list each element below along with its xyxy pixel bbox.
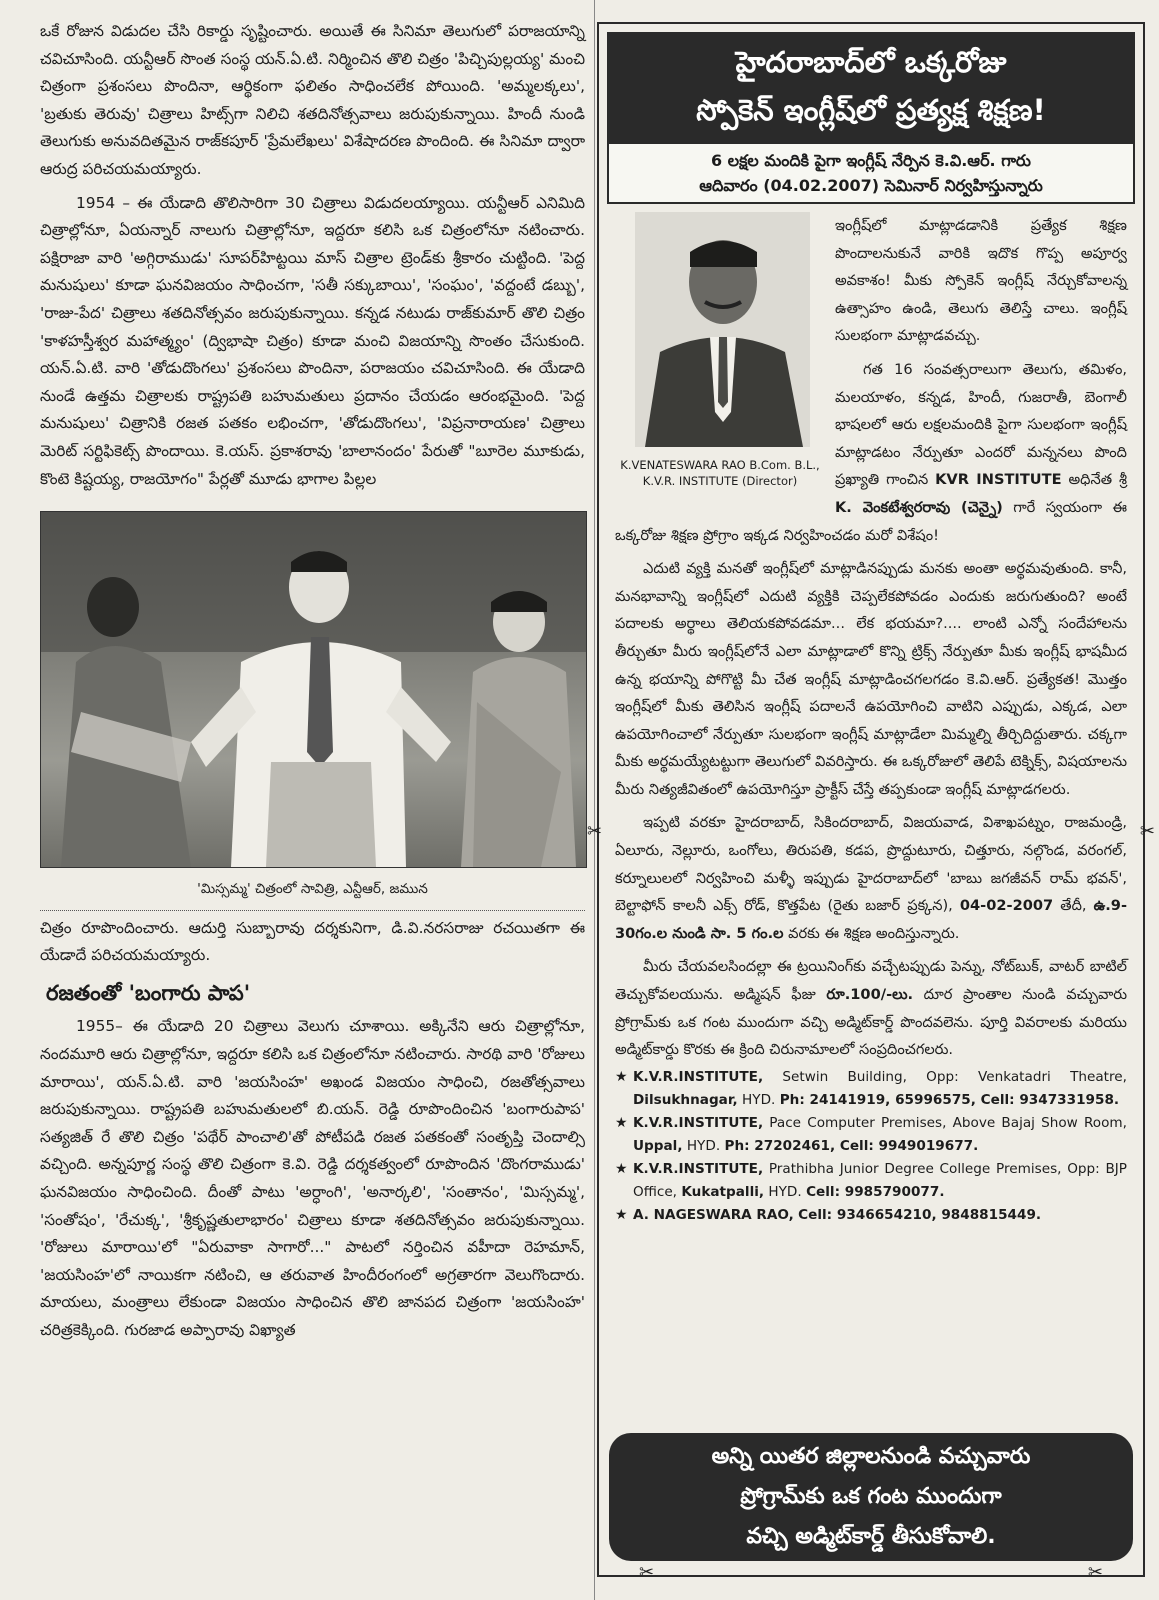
ad-title <box>607 32 1135 144</box>
address-item <box>615 1112 1127 1158</box>
ad-subtitle-line: ఆదివారం (04.02.2007) సెమినార్ నిర్వహిస్తున్నారు <box>699 176 1043 195</box>
section-heading: రజతంతో 'బంగారు పాప' <box>46 980 251 1005</box>
address-list <box>615 1066 1127 1227</box>
article-paragraph: 1954 – ఈ యేడాది తొలిసారిగా 30 చిత్రాలు విడుదలయ్యాయి. యన్టీఆర్ ఎనిమిది చిత్రాల్లోనూ, ఏయన్నార్ నాలుగు చిత్రాల్లోనూ, ఇద్దరూ కలిసి ఒక చిత్రంలోనూ నటించారు. పక్షిరాజా వారి 'అగ్గిరాముడు' సూపర్‌హిట్టయి మాస్ చిత్రాల ట్రెండ్‌కు శ్రీకారం చుట్టింది. 'పెద్ద మనుషులు' కూడా ఘనవిజయం సాధించగా, 'సతీ సక్కుబాయి', 'సంఘం', 'వద్దంటే డబ్బు', 'రాజు-పేద' చిత్రాలు శతదినోత్సవం జరుపుకున్నాయి. కన్నడ నటుడు రాజ్‌కుమార్ తొలి చిత్రం 'కాళహస్తీశ్వర మహాత్మ్యం' (ద్విభాషా చిత్రం) కూడా మంచి విజయాన్ని సొంతం చేసుకుంది. యన్.ఏ.టి. వారి 'తోడుదొంగలు' ప్రశంసలు పొందినా, పరాజయం చవిచూసింది. ఈ యేడాది నుండే ఉత్తమ చిత్రాలకు రాష్ట్రపతి బహుమతులు ప్రదానం చేయడం ఆరంభమైంది. 'పెద్ద మనుషులు' చిత్రానికి రజత పతకం లభించగా, 'తోడుదొంగలు', 'విప్రనారాయణ' చిత్రాలు మెరిట్ సర్టిఫికెట్స్ పొందాయి. కె.యస్. ప్రకాశరావు 'బాలానందం' పేరుతో "బూరెల మూకుడు, కొంటె కిష్టయ్య, రాజయోగం" పేర్లతో మూడు భాగాల పిల్లల <box>40 193 585 488</box>
article-paragraph: ఒకే రోజున విడుదల చేసి రికార్డు సృష్టించారు. అయితే ఈ సినిమా తెలుగులో పరాజయాన్ని చవిచూసింది. యన్టీఆర్ సొంత సంస్థ యన్.ఏ.టి. నిర్మించిన తొలి చిత్రం 'పిచ్చిపుల్లయ్య' మంచి చిత్రంగా ప్రశంసలు పొందినా, ఆర్థికంగా ఫలితం సాధించలేక పోయింది. 'అమ్మలక్కలు', 'బ్రతుకు తెరువు' చిత్రాలు హిట్స్‌గా నిలిచి శతదినోత్సవాలు జరుపుకున్నాయి. హిందీ నుండి తెలుగుకు అనువదితమైన రాజ్‌కపూర్ 'ప్రేమలేఖలు' విశేషాదరణ పొందింది. ఈ సినిమా ద్వారా ఆరుద్ర పరిచయమయ్యారు. <box>40 22 585 178</box>
scissors-icon: ✂ <box>587 821 603 842</box>
director-portrait <box>615 212 825 512</box>
star-icon: ★ <box>615 1114 628 1131</box>
film-still-photo <box>40 511 587 868</box>
caption-divider <box>40 910 585 911</box>
ad-title-line: స్పోకెన్ ఇంగ్లీష్‌లో ప్రత్యక్ష శిక్షణ! <box>696 93 1046 127</box>
ad-text: దూర ప్రాంతాల నుండి వచ్చువారు ప్రోగ్రామ్‌కు ఒక గంట ముందుగా వచ్చి అడ్మిట్‌కార్డ్ పొందవలెను. పూర్తి వివరాలకు మరియు అడ్మిట్‌కార్డు కొరకు ఈ క్రింది చిరునామాలలో సంప్రదించగలరు. <box>615 986 1128 1059</box>
article-paragraph: 1955– ఈ యేడాది 20 చిత్రాలు వెలుగు చూశాయి. అక్కినేని ఆరు చిత్రాల్లోనూ, నందమూరి ఆరు చిత్రాల్లోనూ, ఇద్దరూ కలిసి ఒక చిత్రంలోనూ నటించారు. సారథి వారి 'రోజులు మారాయి', యన్.ఏ.టి. వారి 'జయసింహ' అఖండ విజయం సాధించి, రజతోత్సవాలు జరుపుకున్నాయి. రాష్ట్రపతి బహుమతులలో బి.యన్. రెడ్డి రూపొందించిన 'బంగారుపాప' సత్యజిత్ రే తొలి చిత్రం 'పథేర్ పాంచాలి'తో పోటీపడి రజత పతకంతో సంతృప్తి చెందాల్సి వచ్చింది. అన్నపూర్ణ సంస్థ తొలి చిత్రంగా కె.వి. రెడ్డి దర్శకత్వంలో రూపొందిన 'దొంగరాముడు' ఘనవిజయం సాధించింది. దీంతో పాటు 'అర్ధాంగి', 'అనార్కలి', 'సంతానం', 'మిస్సమ్మ', 'సంతోషం', 'రేచుక్క', 'శ్రీకృష్ణతులాభారం' చిత్రాలు కూడా శతదినోత్సవం జరుపుకున్నాయి. 'రోజులు మారాయి'లో "ఏరువాకా సాగారో..." పాటలో నర్తించిన వహీదా రెహమాన్, 'జయసింహ'లో నాయికగా నటించి, ఆ తరువాత హిందీరంగంలో అగ్రతారగా వెలుగొందారు. మాయలు, మంత్రాలు లేకుండా విజయం సాధించిన తొలి జానపద చిత్రంగా 'జయసింహ' చరిత్రకెక్కింది. గురజాడ అప్పారావు విఖ్యాత <box>40 1017 585 1339</box>
star-icon: ★ <box>615 1068 628 1085</box>
ad-subtitle-line: 6 లక్షల మందికి పైగా ఇంగ్లీష్ నేర్పిన కె.వి.ఆర్. గారు <box>711 151 1031 170</box>
address-city: HYD. <box>686 1137 721 1154</box>
director-name: K. వెంకటేశ్వరరావు (చెన్నై) <box>835 498 1003 516</box>
portrait-caption-title: K.V.R. INSTITUTE (Director) <box>642 474 798 488</box>
address-area: Uppal, <box>633 1137 683 1154</box>
address-item <box>615 1158 1127 1204</box>
address-name: A. NAGESWARA RAO, <box>633 1206 794 1223</box>
address-text: Setwin Building, Opp: Venkatadri Theatre, <box>782 1068 1127 1085</box>
ad-text: మీరు చేయవలసిందల్లా ఈ ట్రయినింగ్‌కు వచ్చేటప్పుడు పెన్ను, నోట్‌బుక్, వాటర్ బాటిల్ తెచ్చుకోవలయును. అడ్మిషన్ ఫీజు <box>615 958 1127 1004</box>
address-name: K.V.R.INSTITUTE, <box>633 1114 764 1131</box>
ad-paragraph <box>615 953 1127 1063</box>
article-column <box>40 18 585 1345</box>
ad-text: అధినేత శ్రీ <box>1068 471 1127 489</box>
ad-paragraph <box>615 809 1127 947</box>
ad-text: తేదీ, <box>1060 897 1087 915</box>
address-item <box>615 1204 1127 1227</box>
address-name: K.V.R.INSTITUTE, <box>633 1160 764 1177</box>
event-time: ఉ.9-30గం.ల నుండి సా. 5 గం.ల <box>615 897 1128 942</box>
address-phone: Cell: 9346654210, 9848815449. <box>798 1206 1042 1223</box>
address-phone: Cell: 9985790077. <box>806 1183 945 1200</box>
column-separator <box>594 0 595 1600</box>
institute-name: KVR INSTITUTE <box>935 471 1062 489</box>
scissors-icon: ✂ <box>639 1562 655 1583</box>
ad-intro: ఇంగ్లీష్‌లో మాట్లాడడానికి ప్రత్యేక శిక్షణ పొందాలనుకునే వారికి ఇదొక గొప్ప అపూర్వ అవకాశం! మీకు స్పోకెన్ ఇంగ్లీష్ నేర్చుకోవాలన్న ఉత్సాహం ఉండి, తెలుగు తెలిస్తే చాలు. ఇంగ్లీష్ సులభంగా మాట్లాడవచ్చు. <box>835 217 1127 345</box>
closing-banner <box>609 1433 1133 1561</box>
address-phone: Ph: 27202461, Cell: 9949019677. <box>724 1137 979 1154</box>
ad-text: వరకు ఈ శిక్షణ అందిస్తున్నారు. <box>788 924 960 942</box>
address-city: HYD. <box>742 1091 776 1108</box>
closing-line: ప్రోగ్రామ్‌కు ఒక గంట ముందుగా <box>740 1484 1002 1509</box>
closing-line: వచ్చి అడ్మిట్‌కార్డ్ తీసుకోవాలి. <box>746 1524 996 1549</box>
ad-text: ఇప్పటి వరకూ హైదరాబాద్, సికిందరాబాద్, విజయవాడ, విశాఖపట్నం, రాజమండ్రి, ఏలూరు, నెల్లూరు, ఒంగోలు, తిరుపతి, కడప, ప్రొద్దుటూరు, చిత్తూరు, నల్గొండ, వరంగల్, కర్నూలులలో నిర్వహించి మళ్ళీ ఇప్పుడు హైదరాబాద్‌లో 'బాబు జగజీవన్ రామ్ భవన్', బెల్టాఫోన్ కాలనీ ఎక్స్ రోడ్, కొత్తపేట (రైతు బజార్ ప్రక్కన), <box>615 814 1127 915</box>
address-area: Dilsukhnagar, <box>633 1091 738 1108</box>
scissors-icon: ✂ <box>1139 821 1155 842</box>
star-icon: ★ <box>615 1160 628 1177</box>
closing-line: అన్ని యితర జిల్లాలనుండి వచ్చువారు <box>711 1444 1031 1469</box>
address-text: Pace Computer Premises, Above Bajaj Show Room, <box>769 1114 1127 1131</box>
address-item <box>615 1066 1127 1112</box>
ad-text: గారే స్వయంగా ఈ ఒక్కరోజు శిక్షణ ప్రోగ్రాం ఇక్కడ నిర్వహించడం మరో విశేషం! <box>615 498 1128 544</box>
address-phone: Ph: 24141919, 65996575, Cell: 9347331958. <box>779 1091 1120 1108</box>
address-text: Prathibha Junior Degree College Premises, Opp: BJP Office, <box>633 1160 1127 1200</box>
address-name: K.V.R.INSTITUTE, <box>633 1068 764 1085</box>
advertisement <box>587 22 1155 1583</box>
star-icon: ★ <box>615 1206 628 1223</box>
address-area: Kukatpalli, <box>681 1183 765 1200</box>
ad-title-line: హైదరాబాద్‌లో ఒక్కరోజు <box>735 45 1007 79</box>
article-paragraph: చిత్రం రూపొందించారు. ఆదుర్తి సుబ్బారావు దర్శకునిగా, డి.వి.నరసరాజు రచయితగా ఈ యేడాదే పరిచయమయ్యారు. <box>40 918 585 965</box>
event-date: 04-02-2007 <box>959 897 1054 915</box>
portrait-caption <box>615 457 825 489</box>
ad-body <box>615 212 1127 1227</box>
scissors-icon: ✂ <box>1087 1562 1103 1583</box>
ad-subtitle <box>607 144 1135 204</box>
ad-text: గత 16 సంవత్సరాలుగా తెలుగు, తమిళం, మలయాళం, కన్నడ, హిందీ, గుజరాతీ, బెంగాలీ భాషలలో ఆరు లక్షలమందికి పైగా సులభంగా ఇంగ్లీష్ మాట్లాడటం నేర్పుతూ ఎందరో మన్ననలు పొంది ప్రఖ్యాతి గాంచిన <box>835 360 1127 489</box>
portrait-caption-name: K.VENATESWARA RAO B.Com. B.L., <box>620 458 820 472</box>
admission-fee: రూ.100/-లు. <box>826 986 914 1004</box>
photo-caption: 'మిస్సమ్మ' చిత్రంలో సావిత్రి, ఎన్టీఆర్, జమున <box>197 881 428 898</box>
ad-paragraph: ఎదుటి వ్యక్తి మనతో ఇంగ్లీష్‌లో మాట్లాడినప్పుడు మనకు అంతా అర్థమవుతుంది. కానీ, మనభావాన్ని ఇంగ్లీష్‌లో ఎదుటి వ్యక్తికి చెప్పలేకపోవడం ఎందుకు జరుగుతుంది? అంటే పదాలకు అర్థాలు తెలియకపోవడమా... లేక భయమా?.... లాంటి ఎన్నో సందేహాలను తీర్చుతూ మీరు ఇంగ్లీష్‌లోనే ఎలా మాట్లాడాలో కొన్ని ట్రిక్స్ నేర్పుతూ మీకు ఇంగ్లీష్ భాషమీద ఉన్న భయాన్ని పోగొట్టి మీ చేత ఇంగ్లీష్ మాట్లాడించగలగడం కె.వి.ఆర్. ప్రత్యేకత! మొత్తం ఇంగ్లీష్‌లో మీకు తెలిసిన ఇంగ్లీష్ పదాలనే ఉపయోగించి వాటిని ఎప్పుడు, ఎక్కడ, ఎలా ఉపయోగించాలో నేర్పుతూ సులభంగా ఇంగ్లీష్ మాట్లాడేలా మిమ్మల్ని తీర్చిదిద్దుతారు. చక్కగా మీకు అర్థమయ్యేటట్టుగా తెలుగులో వివరిస్తారు. ఈ ఒక్కరోజులో తెలిపే టెక్నిక్స్, విషయాలను మీరు నిత్యజీవితంలో ఉపయోగిస్తూ ప్రాక్టీస్ చేస్తే తప్పకుండా ఇంగ్లీష్ మాట్లాడగలరు. <box>615 560 1127 798</box>
address-city: HYD. <box>768 1183 802 1200</box>
